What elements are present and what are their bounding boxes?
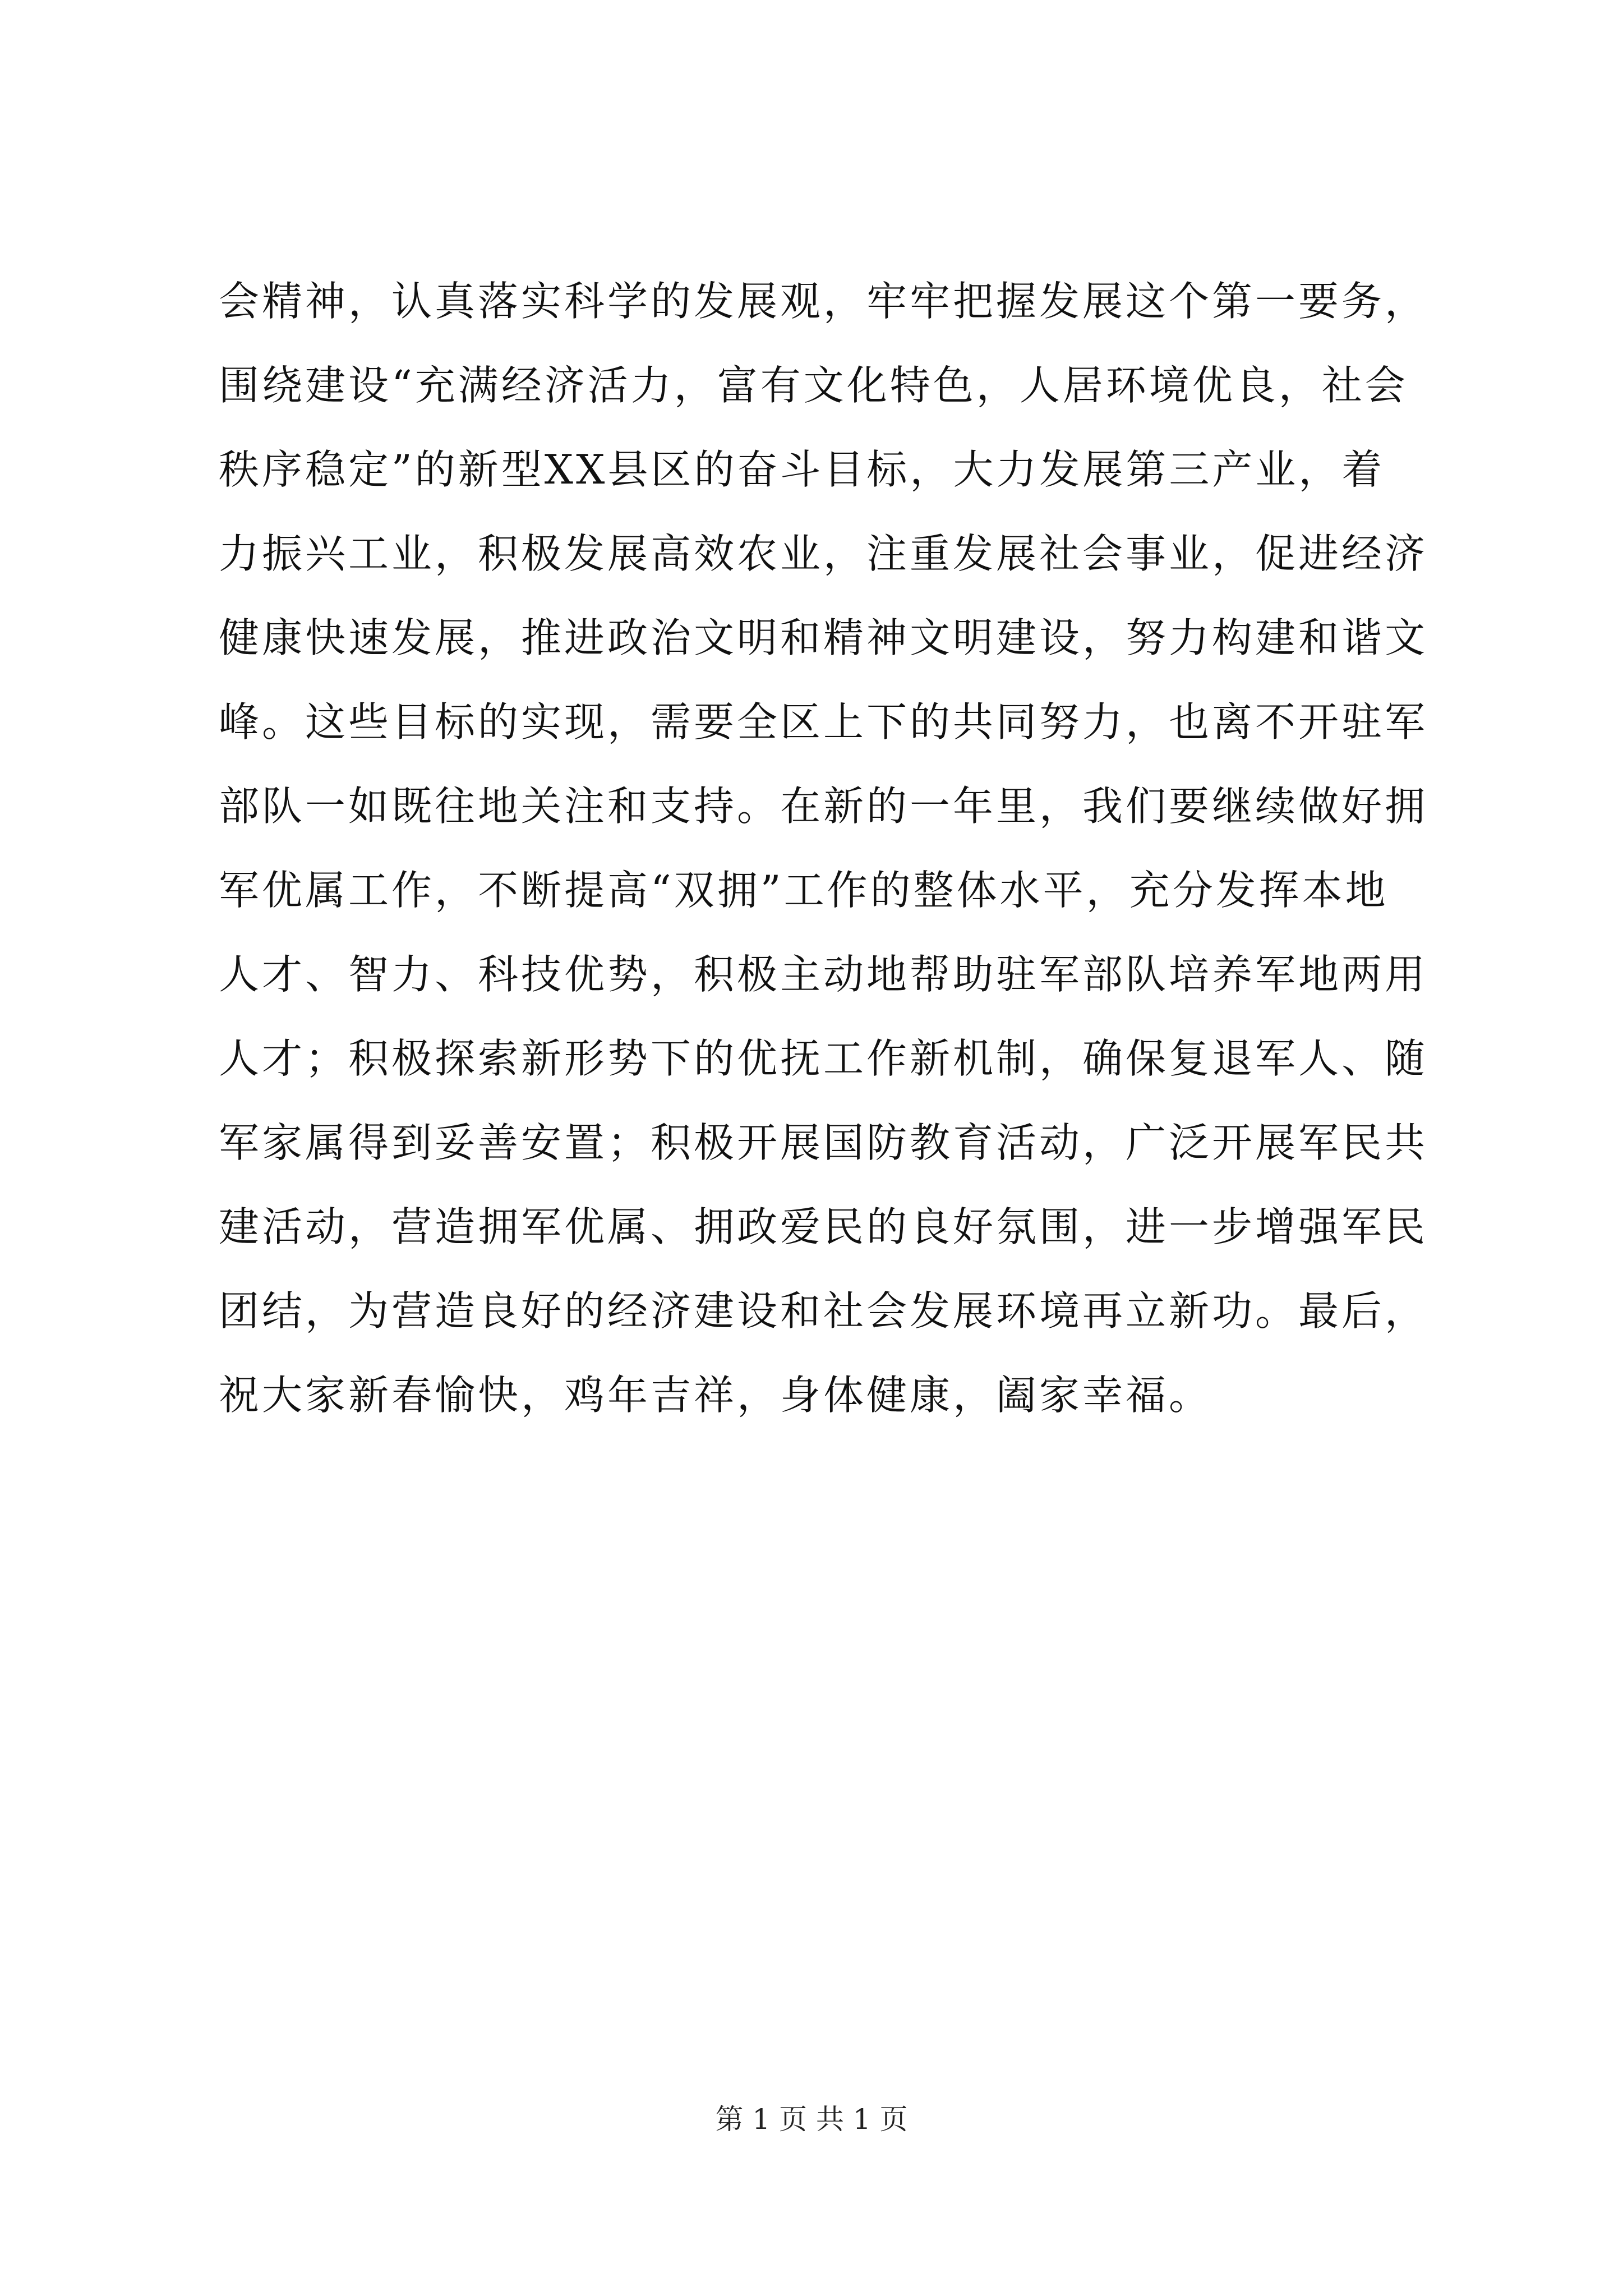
text-line: 部队一如既往地关注和支持。在新的一年里，我们要继续做好拥 [219,783,1428,830]
page-number-footer: 第 1 页 共 1 页 [715,2103,908,2136]
text-line: 祝大家新春愉快，鸡年吉祥，身体健康，阖家幸福。 [219,1372,1212,1419]
text-line: 人才；积极探索新形势下的优抚工作新机制，确保复退军人、随 [219,1035,1428,1082]
text-line: 团结，为营造良好的经济建设和社会发展环境再立新功。最后， [219,1287,1428,1335]
text-line: 建活动，营造拥军优属、拥政爱民的良好氛围，进一步增强军民 [219,1203,1428,1250]
text-line: 会精神，认真落实科学的发展观，牢牢把握发展这个第一要务， [219,278,1428,325]
text-line: 秩序稳定”的新型XX县区的奋斗目标，大力发展第三产业，着 [219,446,1385,493]
text-line: 军优属工作，不断提高“双拥”工作的整体水平，充分发挥本地 [219,867,1389,914]
body-text [219,259,1430,1437]
text-line: 力振兴工业，积极发展高效农业，注重发展社会事业，促进经济 [219,530,1428,577]
text-line: 军家属得到妥善安置；积极开展国防教育活动，广泛开展军民共 [219,1119,1428,1166]
text-line: 健康快速发展，推进政治文明和精神文明建设，努力构建和谐文 [219,614,1428,661]
text-line: 峰。这些目标的实现，需要全区上下的共同努力，也离不开驻军 [219,698,1428,746]
text-line: 人才、智力、科技优势，积极主动地帮助驻军部队培养军地两用 [219,951,1428,998]
text-line: 围绕建设“充满经济活力，富有文化特色，人居环境优良，社会 [219,362,1408,409]
